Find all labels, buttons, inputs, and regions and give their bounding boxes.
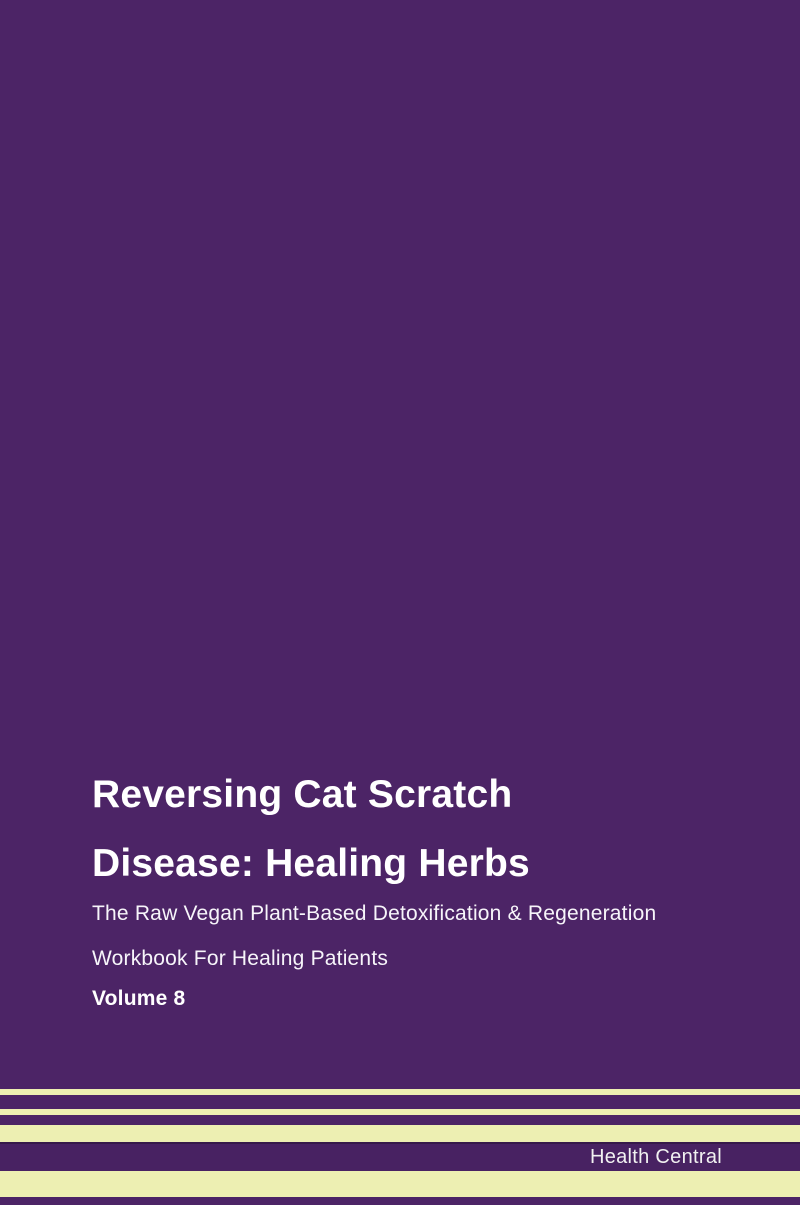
- volume-label: Volume 8: [92, 987, 186, 1010]
- publisher-name: Health Central: [589, 1146, 722, 1168]
- book-title: [92, 760, 712, 898]
- book-subtitle-line-2: Workbook For Healing Patients: [92, 947, 389, 970]
- book-subtitle-line-1: The Raw Vegan Plant-Based Detoxification & Regeneration: [92, 902, 657, 925]
- book-title-line-2: Disease: Healing Herbs: [92, 842, 530, 885]
- bottom-stripe-medium: [0, 1125, 800, 1142]
- bottom-stripe-thin-1: [0, 1089, 800, 1095]
- book-subtitle: [92, 891, 732, 981]
- bottom-stripe-thin-2: [0, 1109, 800, 1115]
- publisher-band: [0, 1144, 800, 1171]
- bottom-stripe-thick: [0, 1171, 800, 1197]
- book-title-line-1: Reversing Cat Scratch: [92, 773, 513, 816]
